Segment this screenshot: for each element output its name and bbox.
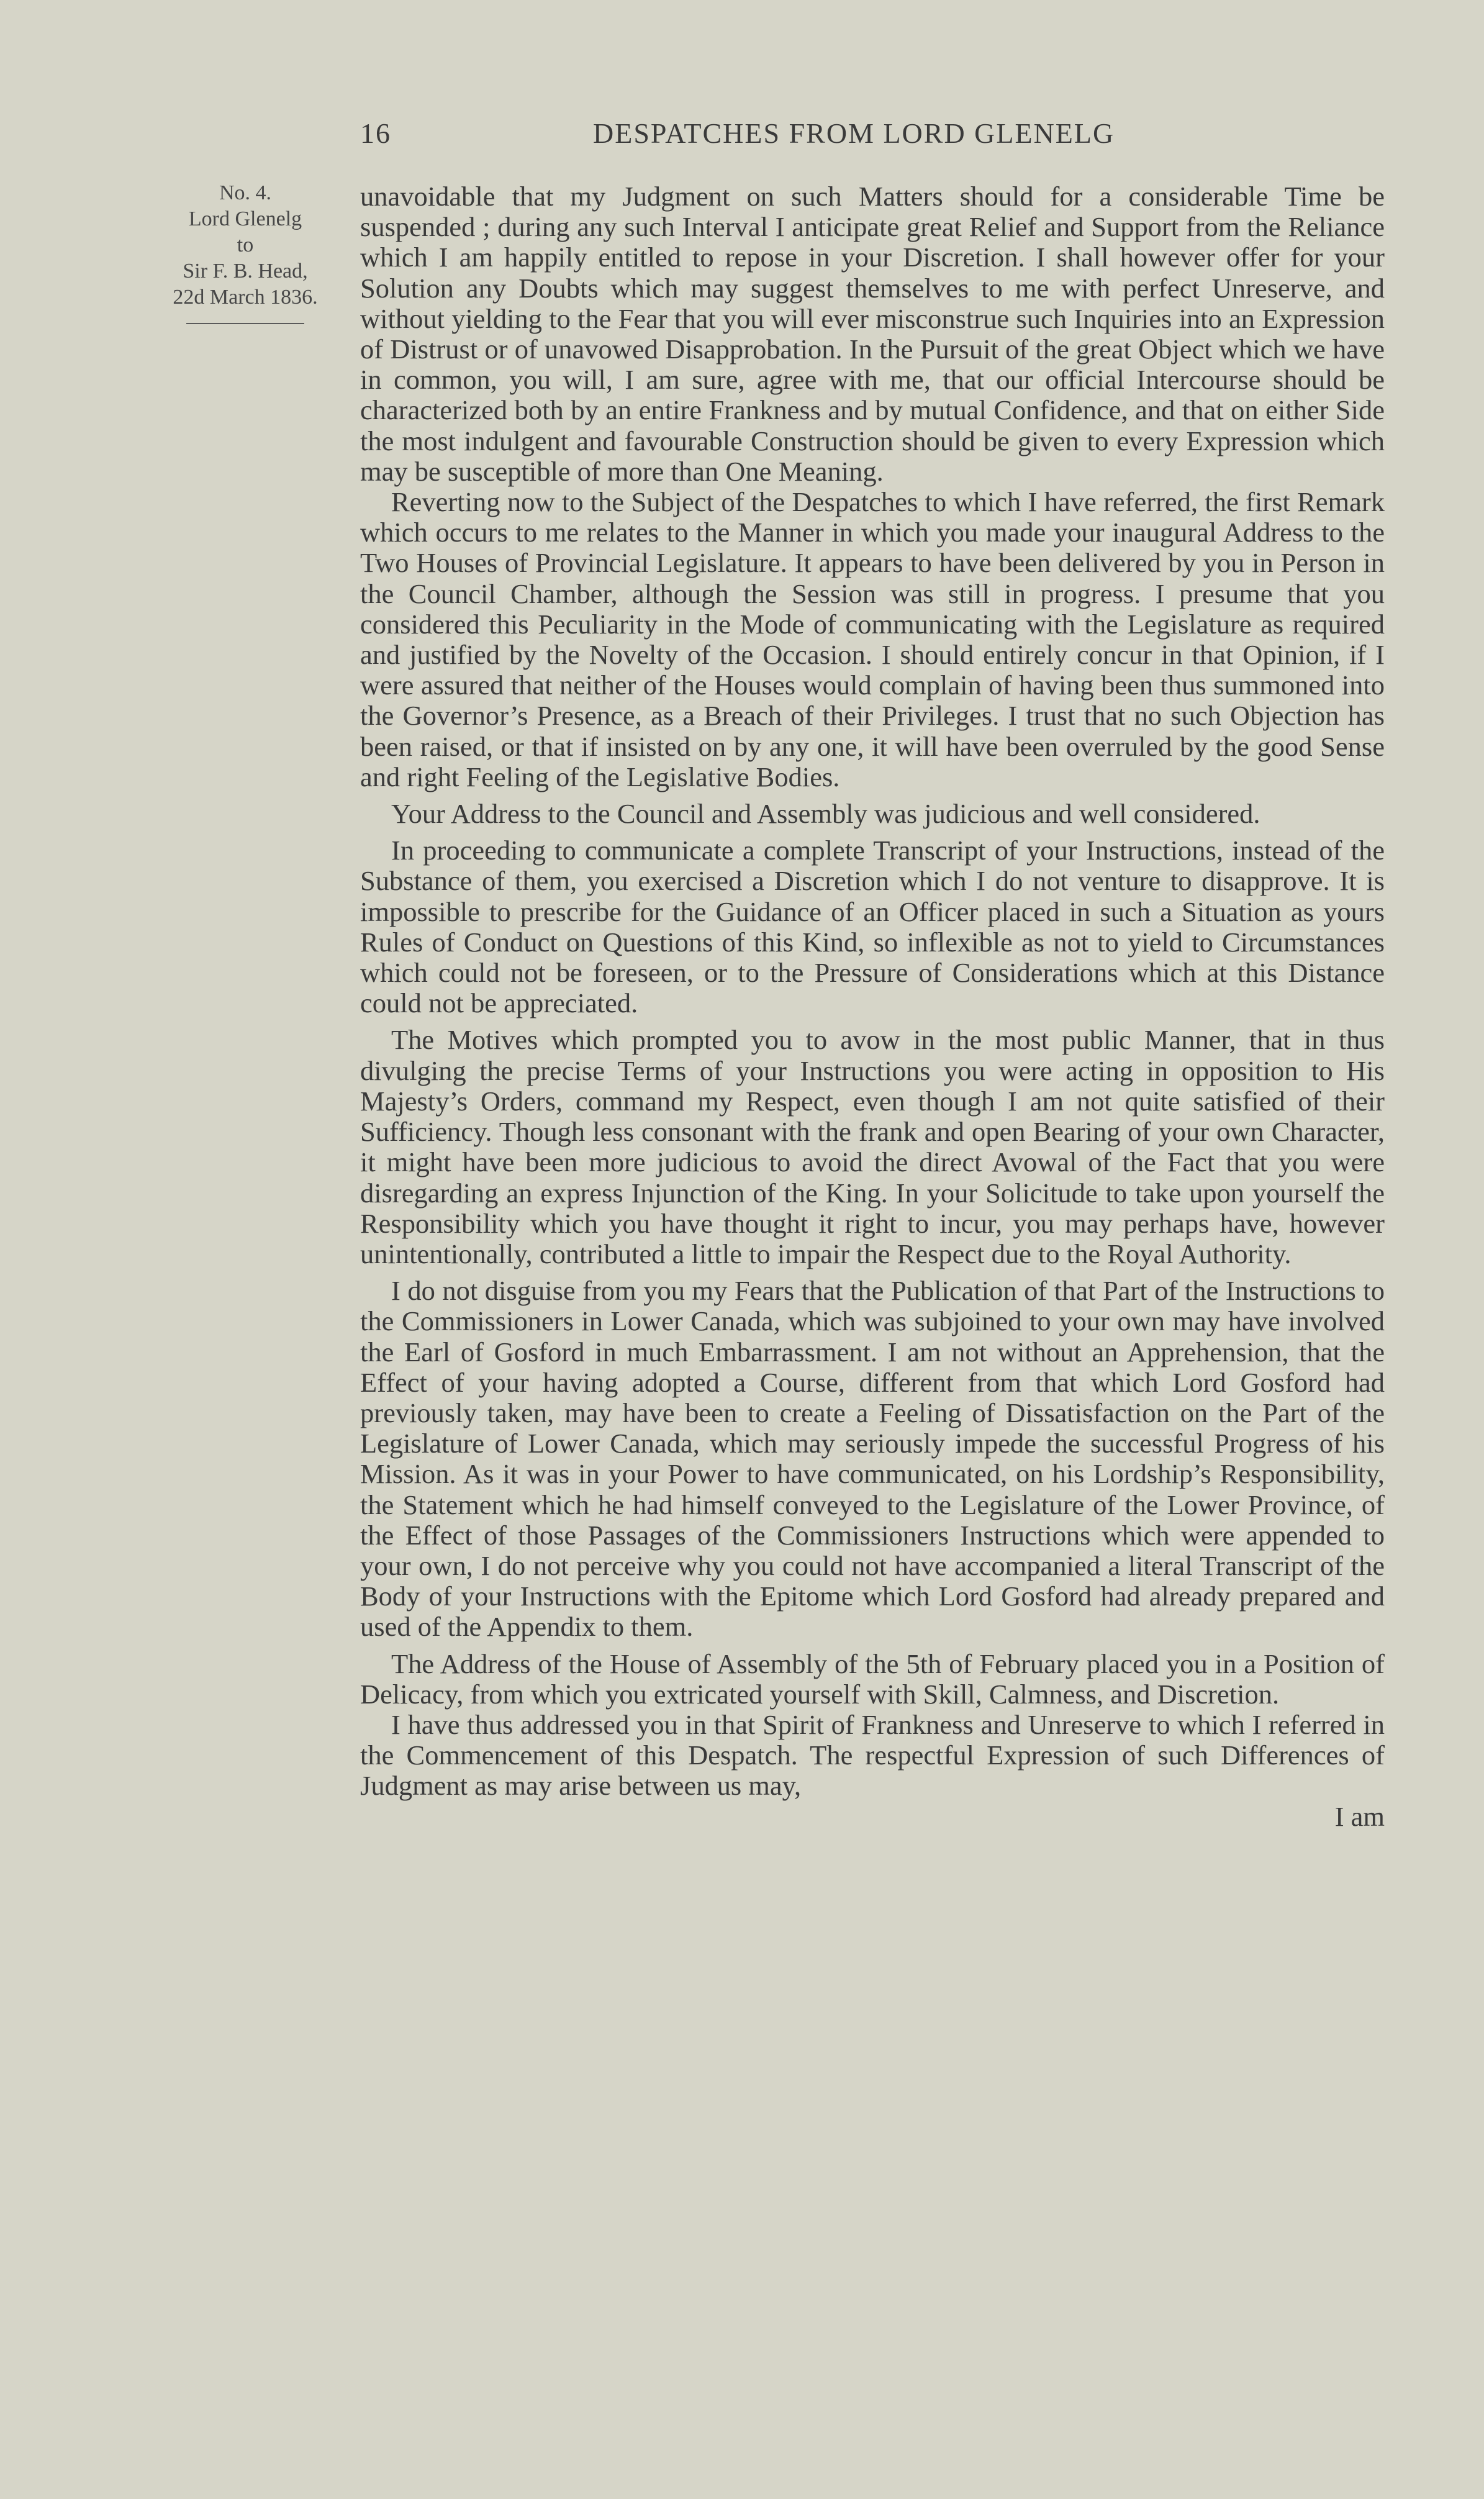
margin-sidenote (155, 180, 335, 324)
sidenote-date: 22d March 1836. (173, 286, 318, 309)
page-header (360, 117, 1385, 160)
paragraph: I do not disguise from you my Fears that the Publication of that Part of the Instructions to the Commissioners in Lower Canada, which was subjoined to your own may have involved the Earl of Gosford in much Embarrassment. I am not without an Apprehension, that the Effect of your having adopted a Course, different from that which Lord Gosford had previously taken, may have been to create a Feeling of Dissatisfaction on the Part of the Legislature of Lower Canada, which may seriously impede the successful Progress of his Mission. As it was in your Power to have communicated, on his Lordship’s Responsibility, the Statement which he had himself conveyed to the Legislature of the Lower Province, of the Effect of those Passages of the Commissioners Instructions which were appended to your own, I do not perceive why you could not have accompanied a literal Transcript of the Body of your Instructions with the Epitome which Lord Gosford had already prepared and used of the Appendix to them. (360, 1275, 1385, 1643)
paragraph: In proceeding to communicate a complete Transcript of your Instructions, instead of the Substance of them, you exercised a Discretion which I do not venture to disapprove. It is impossible to prescribe for the Guidance of an Officer placed in such a Situation as yours Rules of Conduct on Questions of this Kind, so inflexible as not to yield to Circumstances which could not be foreseen, or to the Pressure of Considerations which at this Distance could not be appreciated. (360, 835, 1385, 1019)
running-title: DESPATCHES FROM LORD GLENELG (593, 117, 1115, 149)
sidenote-to: to (237, 234, 254, 256)
sidenote-rule (186, 323, 304, 324)
despatch-body (360, 181, 1385, 1832)
page-number: 16 (360, 117, 391, 149)
sidenote-number: No. 4. (219, 181, 272, 204)
paragraph: The Motives which prompted you to avow in the most public Manner, that in thus divulging the precise Terms of your Instructions you were acting in opposition to His Majesty’s Orders, command my Respect, even though I am not quite satisfied of their Sufficiency. Though less consonant with the frank and open Bearing of your own Character, it might have been more judicious to avoid the direct Avowal of the Fact that you were disregarding an express Injunction of the King. In your Solicitude to take upon yourself the Responsibility which you have thought it right to incur, you may perhaps have, however unintentionally, contributed a little to impair the Respect due to the Royal Authority. (360, 1024, 1385, 1269)
sidenote-sender: Lord Glenelg (188, 207, 302, 230)
paragraph: The Address of the House of Assembly of the 5th of February placed you in a Position of Delicacy, from which you extricated yourself with Skill, Calmness, and Discretion. (360, 1648, 1385, 1710)
catchword: I am (1334, 1800, 1385, 1832)
paragraph-continued: unavoidable that my Judgment on such Matters should for a considerable Time be suspended ; during any such Interval I anticipate great Relief and Support from the Reliance which I am happily entitled to repose in your Discretion. I shall however offer for your Solution any Doubts which may suggest themselves to me with perfect Unreserve, and without yielding to the Fear that you will ever misconstrue such Inquiries into an Expression of Distrust or of unavowed Disapprobation. In the Pursuit of the great Object which we have in common, you will, I am sure, agree with me, that our official Intercourse should be characterized both by an entire Frankness and by mutual Confidence, and that on either Side the most indulgent and favourable Construction should be given to every Expression which may be susceptible of more than One Meaning. (360, 181, 1385, 487)
paragraph: Reverting now to the Subject of the Despatches to which I have referred, the first Remark which occurs to me relates to the Manner in which you made your inaugural Address to the Two Houses of Provincial Legislature. It appears to have been delivered by you in Person in the Council Chamber, although the Session was still in progress. I presume that you considered this Peculiarity in the Mode of communicating with the Legislature as required and justified by the Novelty of the Occasion. I should entirely concur in that Opinion, if I were assured that neither of the Houses would complain of having been thus summoned into the Governor’s Presence, as a Breach of their Privileges. I trust that no such Objection has been raised, or that if insisted on by any one, it will have been overruled by the good Sense and right Feeling of the Legislative Bodies. (360, 486, 1385, 792)
sidenote-recipient: Sir F. B. Head, (183, 260, 308, 283)
paragraph: I have thus addressed you in that Spirit of Frankness and Unreserve to which I referred in the Commencement of this Despatch. The respectful Expression of such Differences of Judgment as may arise between us may, (360, 1708, 1385, 1802)
paragraph: Your Address to the Council and Assembly was judicious and well considered. (391, 798, 1260, 830)
